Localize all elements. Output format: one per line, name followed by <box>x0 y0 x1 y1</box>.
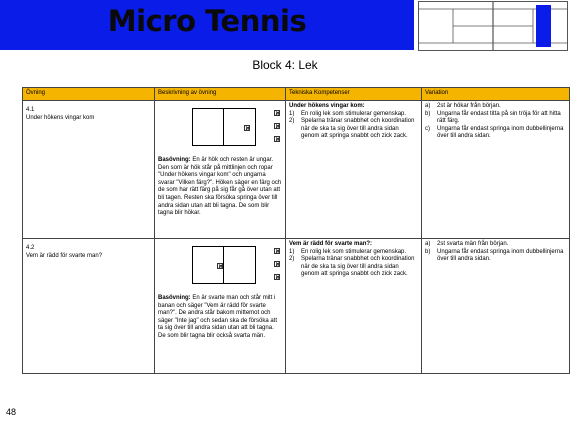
list-item: 2) Spelarna tränar snabbhet och koordination när de ska ta sig över till andra sidan genom att springa snabbt och zick zack. <box>289 256 415 278</box>
exercise-cell <box>23 101 155 239</box>
exercise-cell <box>23 239 155 374</box>
exercise-name: Vem är rädd för svarte man? <box>26 252 103 259</box>
variation-cell <box>422 239 570 374</box>
list-item: 1) En rolig lek som stimulerar gemenskap. <box>289 248 407 255</box>
list-item: 2) Spelarna tränar snabbhet och koordination när de ska ta sig över till andra sidan genom att springa snabbt och zick zack. <box>289 118 415 140</box>
column-header-technical: Tekniska Kompetenser <box>286 88 422 101</box>
column-header-description: Beskrivning av övning <box>155 88 286 101</box>
technical-title: Vem är rädd för svarte man?: <box>289 241 373 247</box>
page-title: Micro Tennis <box>107 4 307 38</box>
player-marker-icon <box>274 136 280 142</box>
table-row <box>23 239 570 374</box>
technical-list <box>289 111 418 141</box>
technical-cell <box>286 101 422 239</box>
list-item: c) Ungarna får endast springa inom dubbellinjerna över till andra sidan. <box>425 125 564 140</box>
list-item: a) 2st är hökar från början. <box>425 103 501 109</box>
list-item: a) 2st svarta män från början. <box>425 241 509 247</box>
description-label: Basövning: <box>158 157 191 163</box>
technical-title: Under hökens vingar kom: <box>289 103 365 109</box>
description-cell <box>155 239 286 374</box>
table-header-row <box>23 88 570 101</box>
court-diagram <box>158 105 282 157</box>
page-number: 48 <box>6 407 17 417</box>
block-subtitle: Block 4: Lek <box>252 58 318 72</box>
column-header-variation: Variation <box>422 88 570 101</box>
player-marker-icon <box>274 248 280 254</box>
list-item: b) Ungarna får endast springa inom dubbellinjerna över till andra sidan. <box>425 248 564 263</box>
technical-cell <box>286 239 422 374</box>
exercise-table <box>22 87 570 374</box>
exercise-number: 4.1 <box>26 107 35 113</box>
court-outline <box>192 246 256 284</box>
tennis-court-icon <box>418 1 568 51</box>
table-row <box>23 101 570 239</box>
exercise-number: 4.2 <box>26 245 35 251</box>
technical-list <box>289 249 418 279</box>
variation-cell <box>422 101 570 239</box>
description-cell <box>155 101 286 239</box>
description-text: En är hök och resten är ungar. Den som är hök står på mittlinjen och ropar "Under hökens vingar kom" och ungarna svarar "Vilken färg?". Höken säger en färg och de som har rätt färg på sig får gå över utan att bli tagen. Resten ska försöka springa över till andra sidan utan att bli tagna. De som blir tagna blir hökar. <box>158 157 282 217</box>
player-marker-icon <box>274 110 280 116</box>
list-item: b) Ungarna får endast titta på sin tröja för att hitta rätt färg. <box>425 110 561 125</box>
player-marker-icon <box>244 125 250 131</box>
player-marker-icon <box>274 123 280 129</box>
variation-list <box>425 103 566 141</box>
player-marker-icon <box>274 274 280 280</box>
player-marker-icon <box>274 261 280 267</box>
column-header-exercise: Övning <box>23 88 155 101</box>
player-marker-icon <box>217 263 223 269</box>
description-text: En är svarte man och står mitt i banan och säger "Vem är rädd för svarte man?". De andra står bakom mittemot och säger "Inte jag" och sedan ska de försöka att ta sig över till andra sidan utan att bli tagna. De som blir tagna blir också svarta män. <box>158 295 277 339</box>
description-label: Basövning: <box>158 295 191 301</box>
court-diagram <box>158 243 282 295</box>
variation-list <box>425 241 566 264</box>
exercise-name: Under hökens vingar kom <box>26 114 95 121</box>
list-item: 1) En rolig lek som stimulerar gemenskap. <box>289 110 407 117</box>
